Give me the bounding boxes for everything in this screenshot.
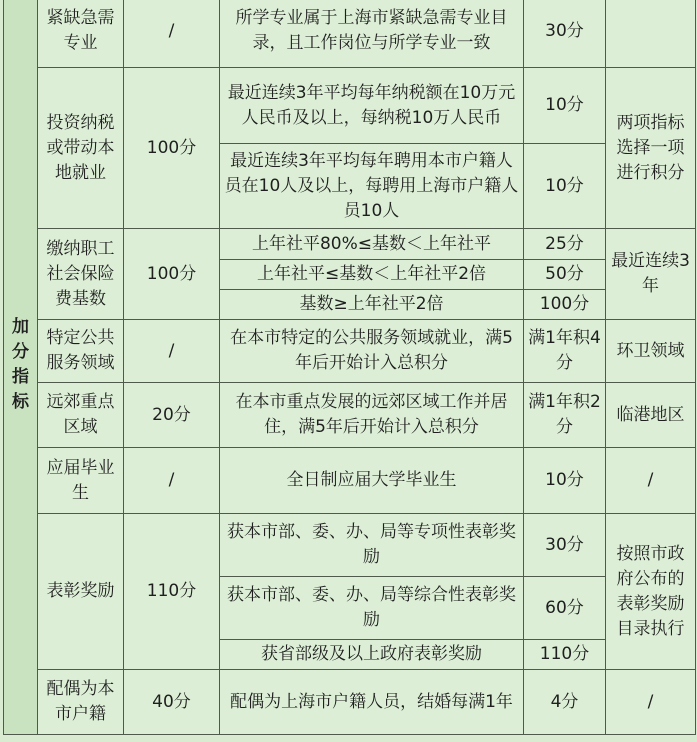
max-points-cell: 40分 — [124, 670, 220, 735]
table-row — [4, 320, 696, 383]
standard-points-cell: 60分 — [524, 577, 606, 640]
standard-points-cell: 100分 — [524, 290, 606, 320]
item-name-cell: 配偶为本市户籍 — [38, 670, 124, 735]
standard-desc-cell: 所学专业属于上海市紧缺急需专业目录，且工作岗位与所学专业一致 — [220, 0, 524, 68]
table-row — [4, 383, 696, 448]
max-points-cell: 20分 — [124, 383, 220, 448]
standard-desc-cell: 最近连续3年平均每年聘用本市户籍人员在10人及以上，每聘用上海市户籍人员10人 — [220, 144, 524, 229]
standard-points-cell: 50分 — [524, 260, 606, 290]
note-cell — [606, 0, 696, 68]
max-points-cell: 110分 — [124, 514, 220, 670]
category-cell: 加分指标 — [4, 0, 38, 735]
standard-points-cell: 4分 — [524, 670, 606, 735]
standard-points-cell: 满1年积2分 — [524, 383, 606, 448]
item-name-cell: 远郊重点区域 — [38, 383, 124, 448]
note-cell: 环卫领域 — [606, 320, 696, 383]
note-cell: 两项指标选择一项进行积分 — [606, 68, 696, 229]
note-cell: 按照市政府公布的表彰奖励目录执行 — [606, 514, 696, 670]
standard-points-cell: 30分 — [524, 514, 606, 577]
note-cell: 最近连续3年 — [606, 229, 696, 320]
standard-desc-cell: 获本市部、委、办、局等综合性表彰奖励 — [220, 577, 524, 640]
item-name-cell: 表彰奖励 — [38, 514, 124, 670]
standard-points-cell: 30分 — [524, 0, 606, 68]
table-row — [4, 0, 696, 68]
standard-desc-cell: 上年社平≤基数＜上年社平2倍 — [220, 260, 524, 290]
table-body — [4, 0, 696, 735]
note-cell: / — [606, 448, 696, 514]
max-points-cell: 100分 — [124, 229, 220, 320]
standard-points-cell: 110分 — [524, 640, 606, 670]
note-cell: / — [606, 670, 696, 735]
table-row — [4, 670, 696, 735]
table-row — [4, 229, 696, 260]
standard-desc-cell: 上年社平80%≤基数＜上年社平 — [220, 229, 524, 260]
note-cell: 临港地区 — [606, 383, 696, 448]
max-points-cell: / — [124, 320, 220, 383]
standard-desc-cell: 配偶为上海市户籍人员，结婚每满1年 — [220, 670, 524, 735]
standard-points-cell: 满1年积4分 — [524, 320, 606, 383]
standard-points-cell: 25分 — [524, 229, 606, 260]
item-name-cell: 紧缺急需专业 — [38, 0, 124, 68]
standard-desc-cell: 最近连续3年平均每年纳税额在10万元人民币及以上，每纳税10万人民币 — [220, 68, 524, 144]
standard-desc-cell: 在本市重点发展的远郊区域工作并居住，满5年后开始计入总积分 — [220, 383, 524, 448]
standard-points-cell: 10分 — [524, 448, 606, 514]
max-points-cell: / — [124, 0, 220, 68]
item-name-cell: 特定公共服务领域 — [38, 320, 124, 383]
max-points-cell: 100分 — [124, 68, 220, 229]
standard-desc-cell: 获本市部、委、办、局等专项性表彰奖励 — [220, 514, 524, 577]
standard-desc-cell: 全日制应届大学毕业生 — [220, 448, 524, 514]
bonus-points-table — [3, 0, 696, 735]
standard-desc-cell: 基数≥上年社平2倍 — [220, 290, 524, 320]
standard-points-cell: 10分 — [524, 68, 606, 144]
max-points-cell: / — [124, 448, 220, 514]
item-name-cell: 应届毕业生 — [38, 448, 124, 514]
item-name-cell: 缴纳职工社会保险费基数 — [38, 229, 124, 320]
standard-desc-cell: 获省部级及以上政府表彰奖励 — [220, 640, 524, 670]
standard-desc-cell: 在本市特定的公共服务领域就业，满5年后开始计入总积分 — [220, 320, 524, 383]
standard-points-cell: 10分 — [524, 144, 606, 229]
table-row — [4, 514, 696, 577]
table-row — [4, 448, 696, 514]
item-name-cell: 投资纳税或带动本地就业 — [38, 68, 124, 229]
table-row — [4, 68, 696, 144]
